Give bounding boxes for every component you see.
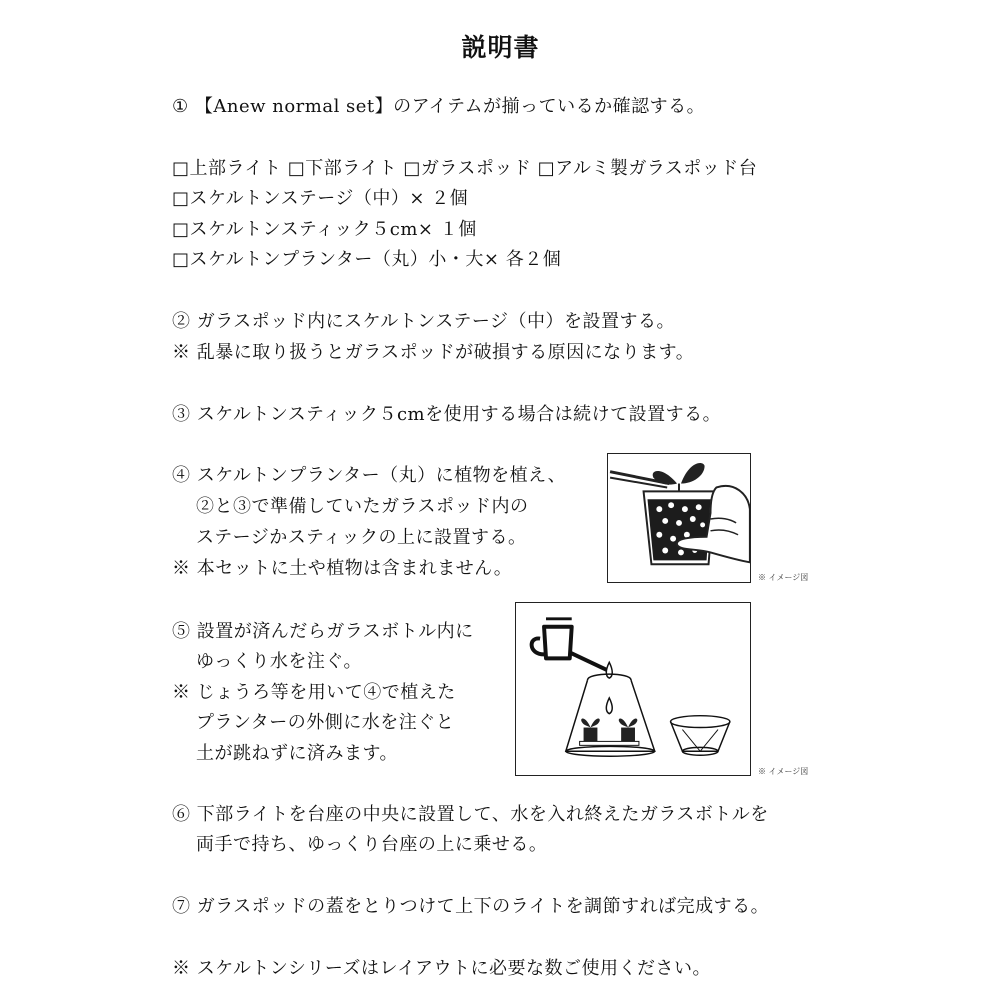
step-2-line: ② ガラスポッド内にスケルトンステージ（中）を設置する。 (172, 311, 676, 332)
step-5-note: ※ じょうろ等を用いて④で植えた (172, 682, 456, 703)
page-title: 説明書 (461, 33, 540, 62)
checklist-item-stage: □スケルトンステージ（中）× ２個 (172, 188, 469, 209)
step-4-line-3: ステージかスティックの上に設置する。 (196, 527, 527, 548)
watering-illustration-drawing (516, 603, 750, 775)
step-4-line: ④ スケルトンプランター（丸）に植物を植え、 (172, 465, 567, 486)
step-3-line: ③ スケルトンスティック５cmを使用する場合は続けて設置する。 (172, 404, 722, 425)
checklist-item-stick: □スケルトンスティック５cm× １個 (172, 219, 477, 240)
step-5-note-3: 土が跳ねずに済みます。 (196, 743, 399, 764)
step-4-line-2: ②と③で準備していたガラスポッド内の (196, 496, 529, 517)
planter-illustration (607, 453, 751, 583)
step-5-line: ⑤ 設置が済んだらガラスボトル内に (172, 621, 474, 642)
figure-1-caption: ※ イメージ図 (758, 573, 809, 582)
step-6-line-2: 両手で持ち、ゆっくり台座の上に乗せる。 (196, 834, 548, 855)
checklist-item-lights-pod: □上部ライト □下部ライト □ガラスポッド □アルミ製ガラスポッド台 (172, 158, 758, 179)
step-6-line: ⑥ 下部ライトを台座の中央に設置して、水を入れ終えたガラスボトルを (172, 804, 769, 825)
watering-illustration (515, 602, 751, 776)
step-4-note: ※ 本セットに土や植物は含まれません。 (172, 558, 513, 579)
figure-2-caption: ※ イメージ図 (758, 767, 809, 776)
final-note: ※ スケルトンシリーズはレイアウトに必要な数ご使用ください。 (172, 958, 712, 979)
step-5-line-2: ゆっくり水を注ぐ。 (196, 651, 362, 672)
step-1-line: ① 【Anew normal set】のアイテムが揃っているか確認する。 (172, 96, 706, 117)
step-7-line: ⑦ ガラスポッドの蓋をとりつけて上下のライトを調節すれば完成する。 (172, 896, 770, 917)
step-5-note-2: プランターの外側に水を注ぐと (196, 712, 455, 733)
step-2-note: ※ 乱暴に取り扱うとガラスポッドが破損する原因になります。 (172, 342, 695, 363)
checklist-item-planter: □スケルトンプランター（丸）小・大× 各２個 (172, 249, 562, 270)
planter-illustration-drawing (608, 454, 750, 582)
